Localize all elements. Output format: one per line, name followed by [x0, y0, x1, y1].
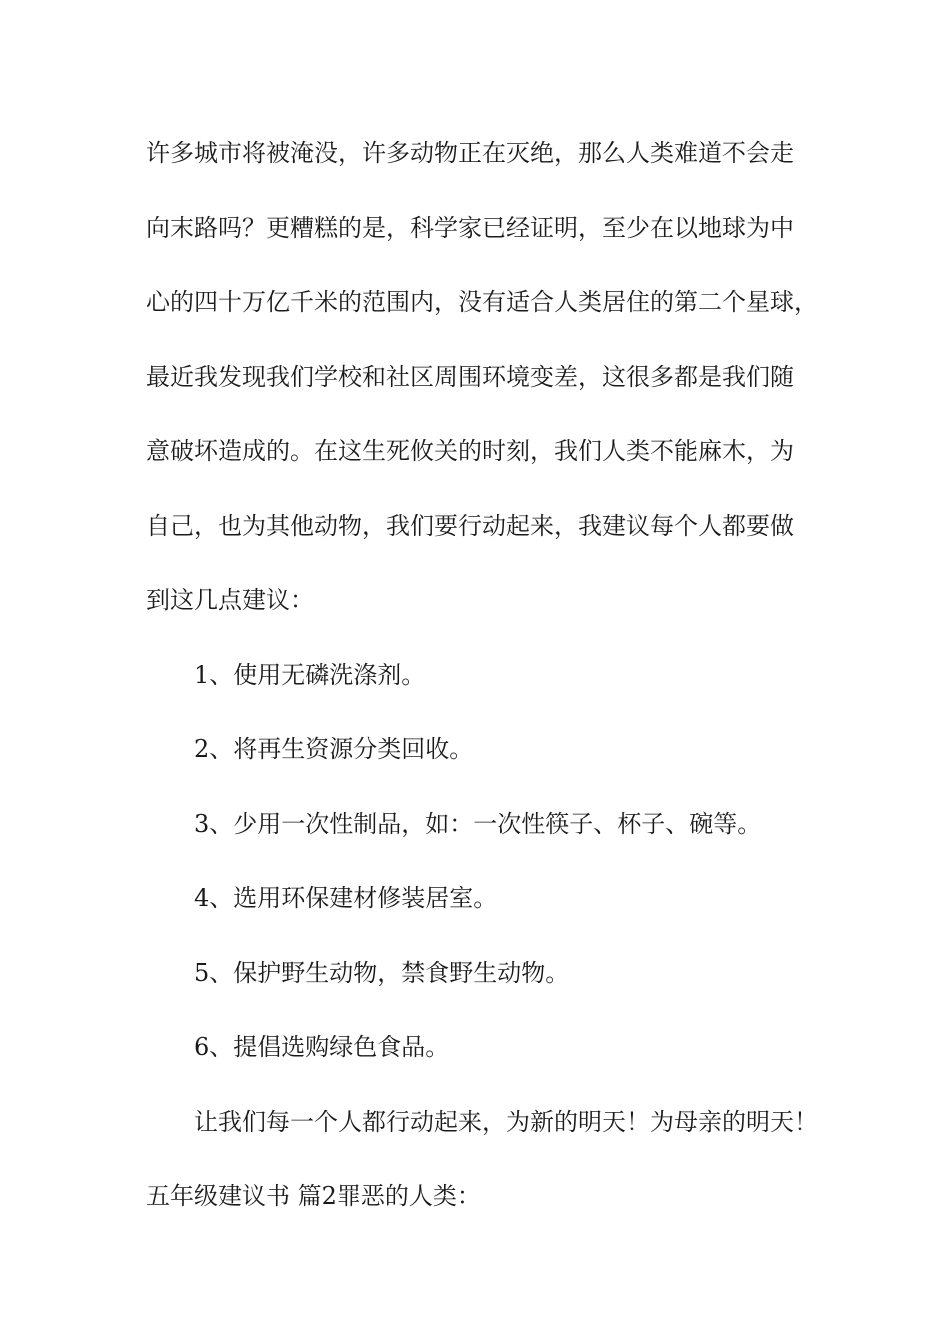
suggestion-item: 3、少用一次性制品，如：一次性筷子、杯子、碗等。 [194, 809, 762, 838]
suggestion-item: 4、选用环保建材修装居室。 [194, 884, 498, 912]
paragraph-line: 最近我发现我们学校和社区周围环境变差，这很多都是我们随 [146, 362, 794, 391]
document-body [146, 130, 836, 1248]
paragraph-line: 到这几点建议： [146, 586, 314, 614]
suggestion-item: 6、提倡选购绿色食品。 [194, 1033, 450, 1061]
suggestion-item: 5、保护野生动物，禁食野生动物。 [194, 958, 570, 987]
suggestion-item: 2、将再生资源分类回收。 [194, 735, 474, 763]
closing-line: 让我们每一个人都行动起来，为新的明天！为母亲的明天！ [194, 1107, 818, 1136]
paragraph-line: 自己，也为其他动物，我们要行动起来，我建议每个人都要做 [146, 511, 794, 540]
paragraph-line: 向末路吗？更糟糕的是，科学家已经证明，至少在以地球为中 [146, 213, 794, 242]
paragraph-line: 心的四十万亿千米的范围内，没有适合人类居住的第二个星球， [146, 288, 818, 316]
section-heading: 五年级建议书 篇2罪恶的人类： [146, 1182, 481, 1210]
paragraph-line: 意破坏造成的。在这生死攸关的时刻，我们人类不能麻木，为 [146, 437, 794, 465]
paragraph-line: 许多城市将被淹没，许多动物正在灭绝，那么人类难道不会走 [146, 139, 794, 167]
suggestion-item: 1、使用无磷洗涤剂。 [194, 660, 426, 689]
